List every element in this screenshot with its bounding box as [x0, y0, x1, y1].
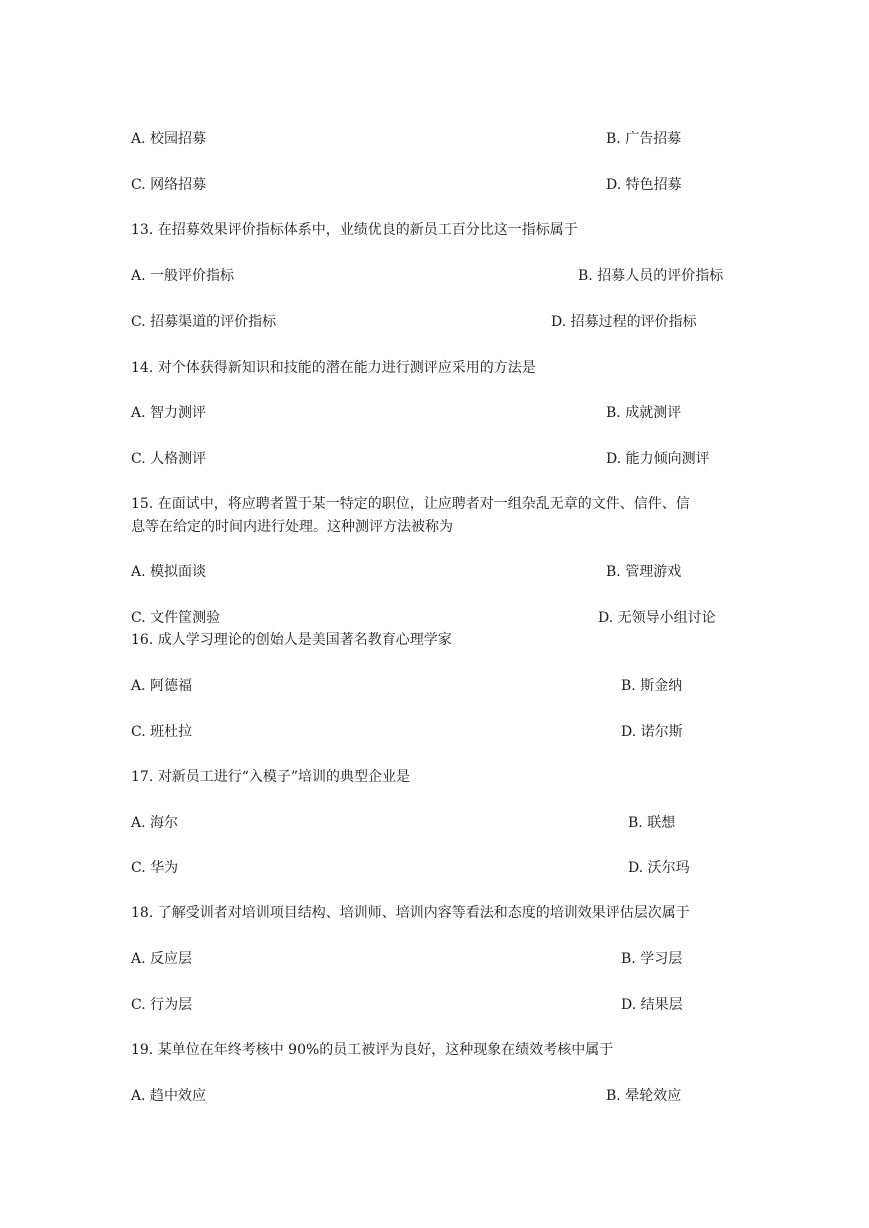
q15-option-d: D. 无领导小组讨论 — [598, 610, 716, 626]
q18-option-a: A. 反应层 — [131, 951, 193, 967]
q17-option-b: B. 联想 — [628, 815, 676, 831]
q18-option-c: C. 行为层 — [131, 997, 193, 1013]
q18-option-b: B. 学习层 — [621, 951, 683, 967]
question-19: 19. 某单位在年终考核中 90%的员工被评为良好，这种现象在绩效考核中属于 — [131, 1042, 614, 1058]
q13-option-c: C. 招募渠道的评价指标 — [131, 314, 277, 330]
q13-option-b: B. 招募人员的评价指标 — [578, 268, 724, 284]
q12-option-b: B. 广告招募 — [606, 131, 682, 147]
q15-option-b: B. 管理游戏 — [606, 564, 682, 580]
q16-option-d: D. 诺尔斯 — [621, 724, 683, 740]
question-18: 18. 了解受训者对培训项目结构、培训师、培训内容等看法和态度的培训效果评估层次属于 — [131, 905, 690, 921]
q14-option-b: B. 成就测评 — [606, 405, 682, 421]
q17-option-c: C. 华为 — [131, 860, 179, 876]
q16-option-b: B. 斯金纳 — [621, 678, 683, 694]
q15-option-a: A. 模拟面谈 — [131, 564, 207, 580]
q14-option-d: D. 能力倾向测评 — [606, 451, 710, 467]
q12-option-c: C. 网络招募 — [131, 177, 207, 193]
q17-option-d: D. 沃尔玛 — [628, 860, 690, 876]
question-16: 16. 成人学习理论的创始人是美国著名教育心理学家 — [131, 632, 452, 648]
q16-option-a: A. 阿德福 — [131, 678, 193, 694]
question-15-line-2: 息等在给定的时间内进行处理。这种测评方法被称为 — [131, 519, 453, 535]
q13-option-a: A. 一般评价指标 — [131, 268, 235, 284]
q13-option-d: D. 招募过程的评价指标 — [551, 314, 697, 330]
q14-option-c: C. 人格测评 — [131, 451, 207, 467]
q17-option-a: A. 海尔 — [131, 815, 179, 831]
question-14: 14. 对个体获得新知识和技能的潜在能力进行测评应采用的方法是 — [131, 360, 536, 376]
q19-option-a: A. 趋中效应 — [131, 1088, 207, 1104]
q12-option-a: A. 校园招募 — [131, 131, 207, 147]
question-13: 13. 在招募效果评价指标体系中，业绩优良的新员工百分比这一指标属于 — [131, 222, 578, 238]
q19-option-b: B. 晕轮效应 — [606, 1088, 682, 1104]
q18-option-d: D. 结果层 — [621, 997, 683, 1013]
question-15-line-1: 15. 在面试中，将应聘者置于某一特定的职位，让应聘者对一组杂乱无章的文件、信件、信 — [131, 496, 690, 512]
q12-option-d: D. 特色招募 — [606, 177, 682, 193]
q16-option-c: C. 班杜拉 — [131, 724, 193, 740]
q14-option-a: A. 智力测评 — [131, 405, 207, 421]
q15-option-c: C. 文件筐测验 — [131, 610, 221, 626]
question-17: 17. 对新员工进行“入模子”培训的典型企业是 — [131, 769, 411, 785]
